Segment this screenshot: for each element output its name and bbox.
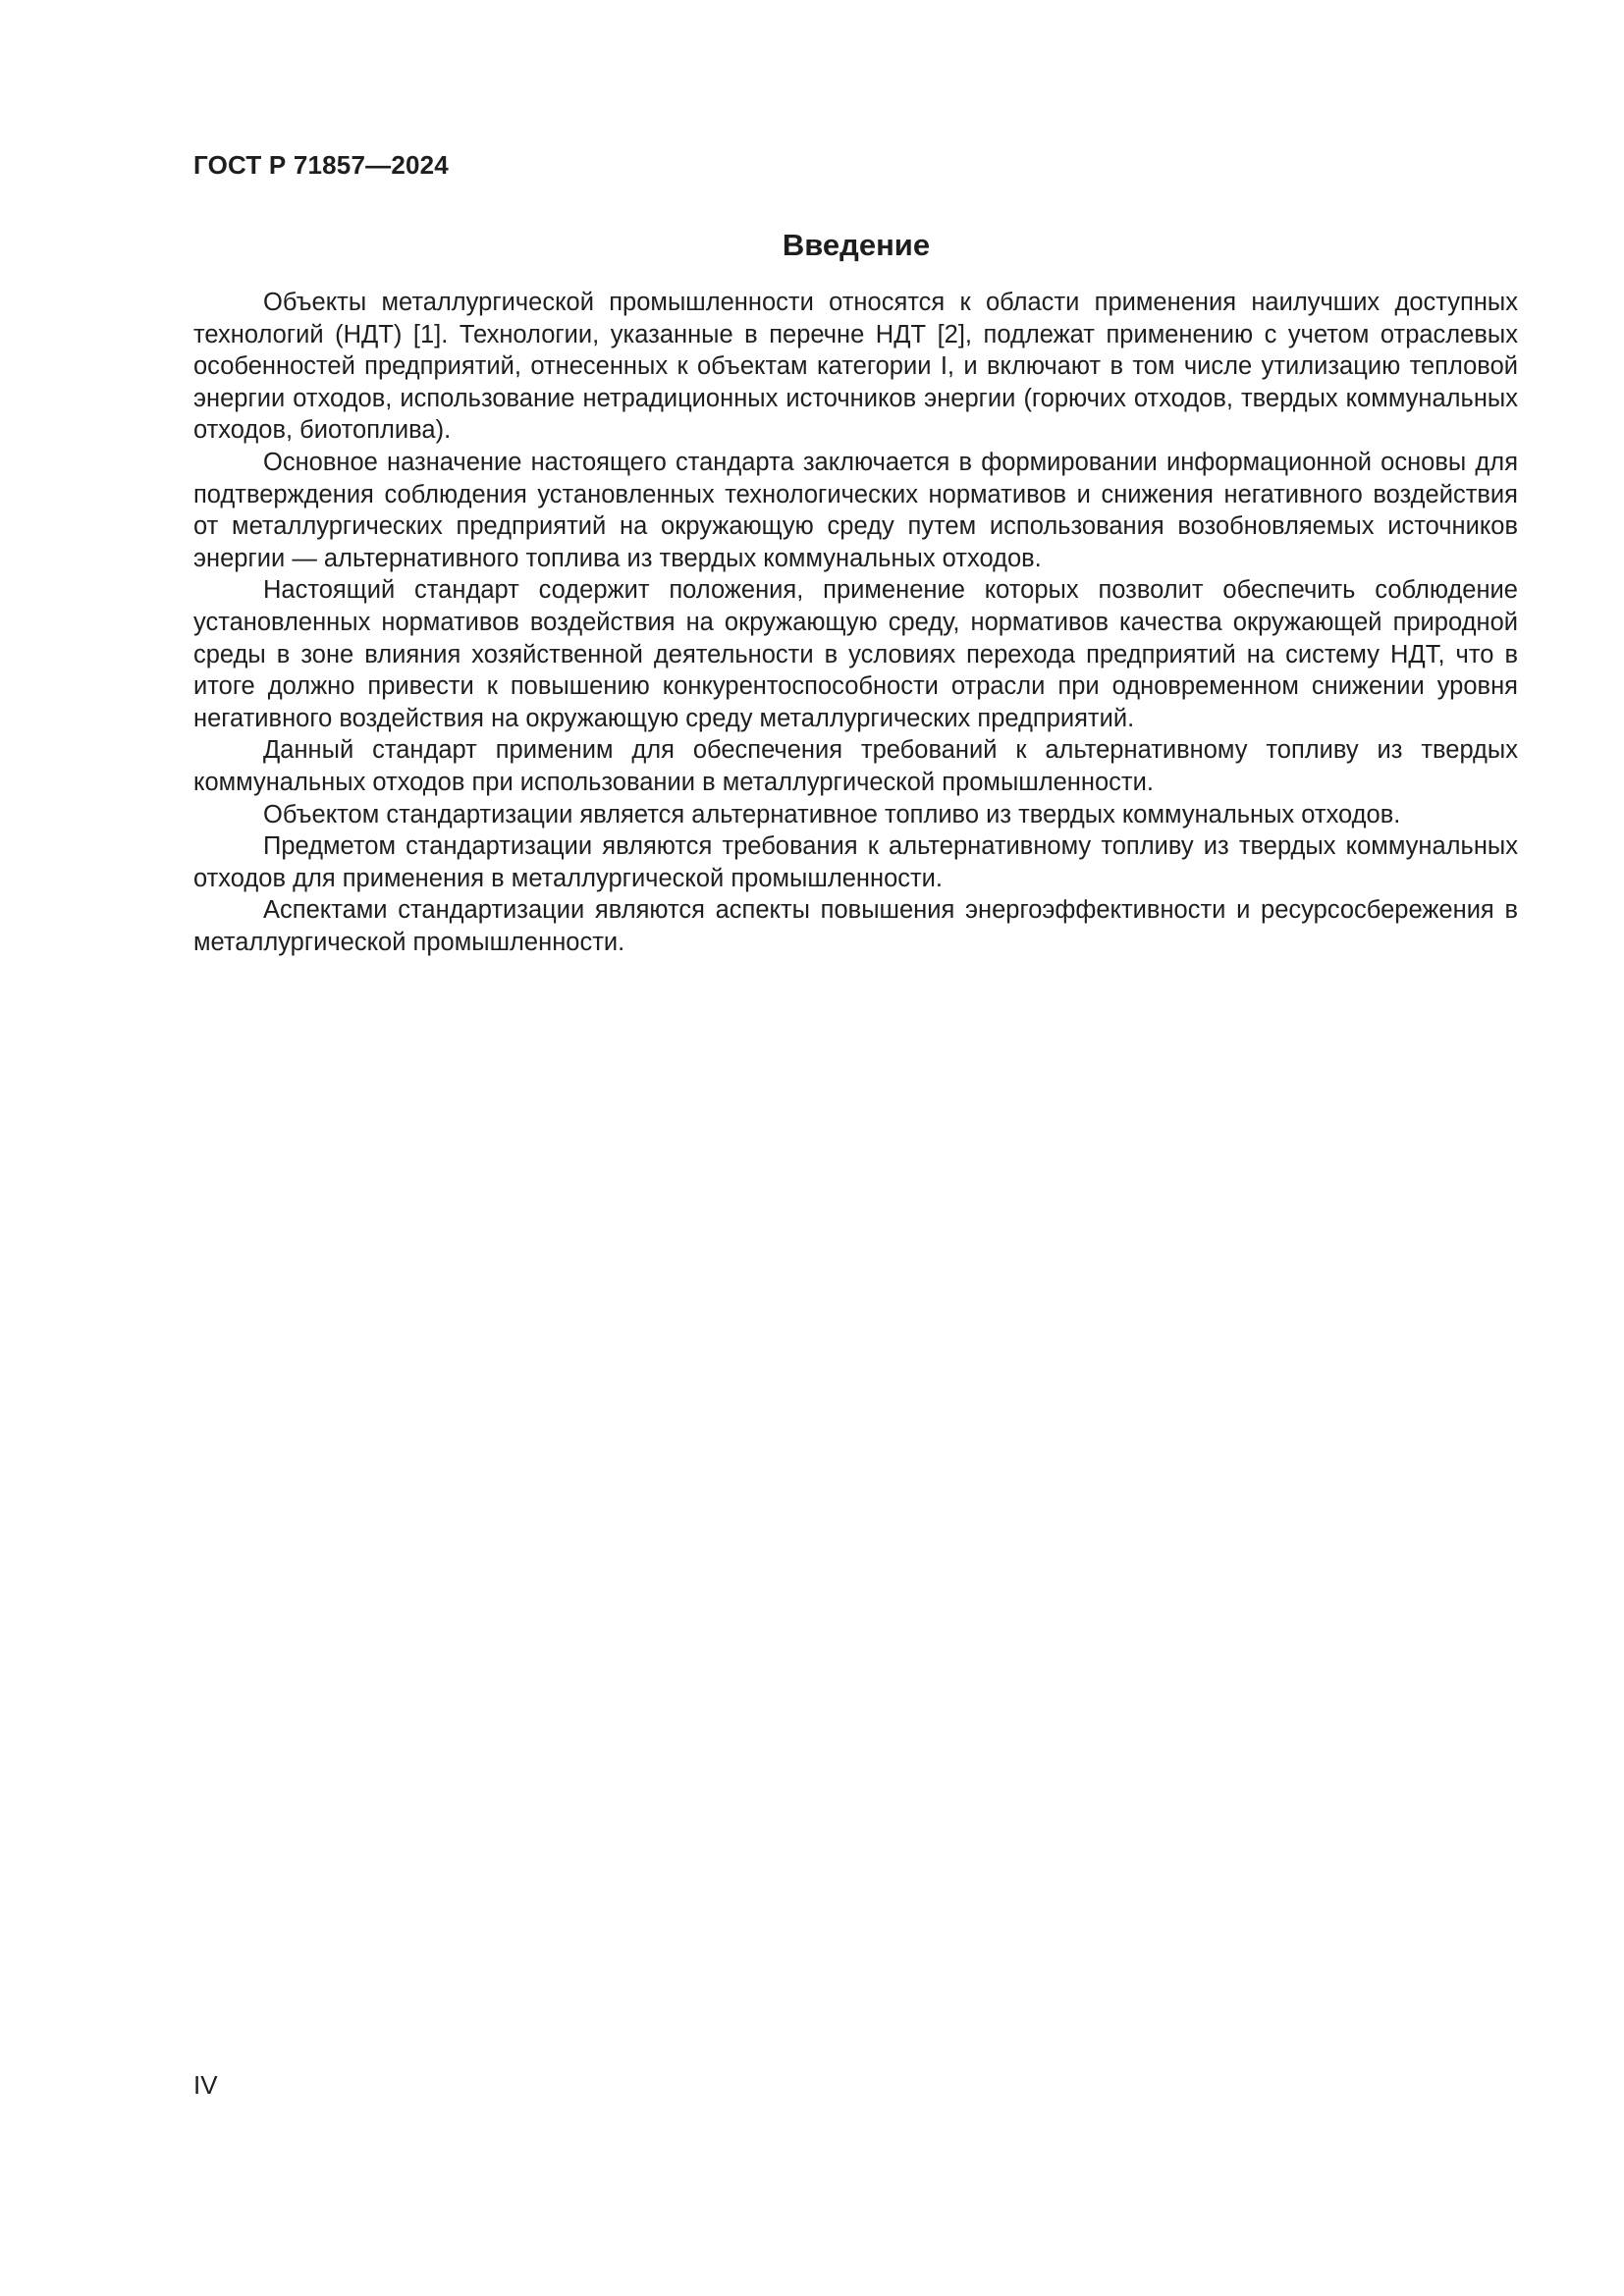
paragraph: Данный стандарт применим для обеспечения требований к альтернативному топливу из твердых коммунальных отходов при использовании в металлургической промышленности.: [193, 736, 1518, 796]
paragraph: Аспектами стандартизации являются аспекты повышения энергоэффективности и ресурсосбережения в металлургической промышленности.: [193, 896, 1518, 956]
introduction-body: [193, 287, 1518, 958]
paragraph: Объектом стандартизации является альтернативное топливо из твердых коммунальных отходов.: [263, 800, 1401, 828]
paragraph: Объекты металлургической промышленности относятся к области применения наилучших доступных технологий (НДТ) [1]. Технологии, указанные в перечне НДТ [2], подлежат применению с учетом отраслевых особенностей предприятий, отнесенных к объектам категории I, и включают в том числе утилизацию тепловой энергии отходов, использование нетрадиционных источников энергии (горючих отходов, твердых коммунальных отходов, биотоплива).: [193, 289, 1518, 445]
section-title: Введение: [782, 228, 931, 262]
page-number: IV: [193, 2070, 218, 2100]
document-header: ГОСТ Р 71857—2024: [193, 150, 449, 180]
paragraph: Основное назначение настоящего стандарта заключается в формировании информационной основы для подтверждения соблюдения установленных технологических нормативов и снижения негативного воздействия от металлургических предприятий на окружающую среду путем использования возобновляемых источников энергии — альтернативного топлива из твердых коммунальных отходов.: [193, 448, 1518, 572]
paragraph: Настоящий стандарт содержит положения, применение которых позволит обеспечить соблюдение установленных нормативов воздействия на окружающую среду, нормативов качества окружающей природной среды в зоне влияния хозяйственной деятельности в условиях перехода предприятий на систему НДТ, что в итоге должно привести к повышению конкурентоспособности отрасли при одновременном снижении уровня негативного воздействия на окружающую среду металлургических предприятий.: [193, 576, 1518, 732]
paragraph: Предметом стандартизации являются требования к альтернативному топливу из твердых коммунальных отходов для применения в металлургической промышленности.: [193, 832, 1518, 892]
